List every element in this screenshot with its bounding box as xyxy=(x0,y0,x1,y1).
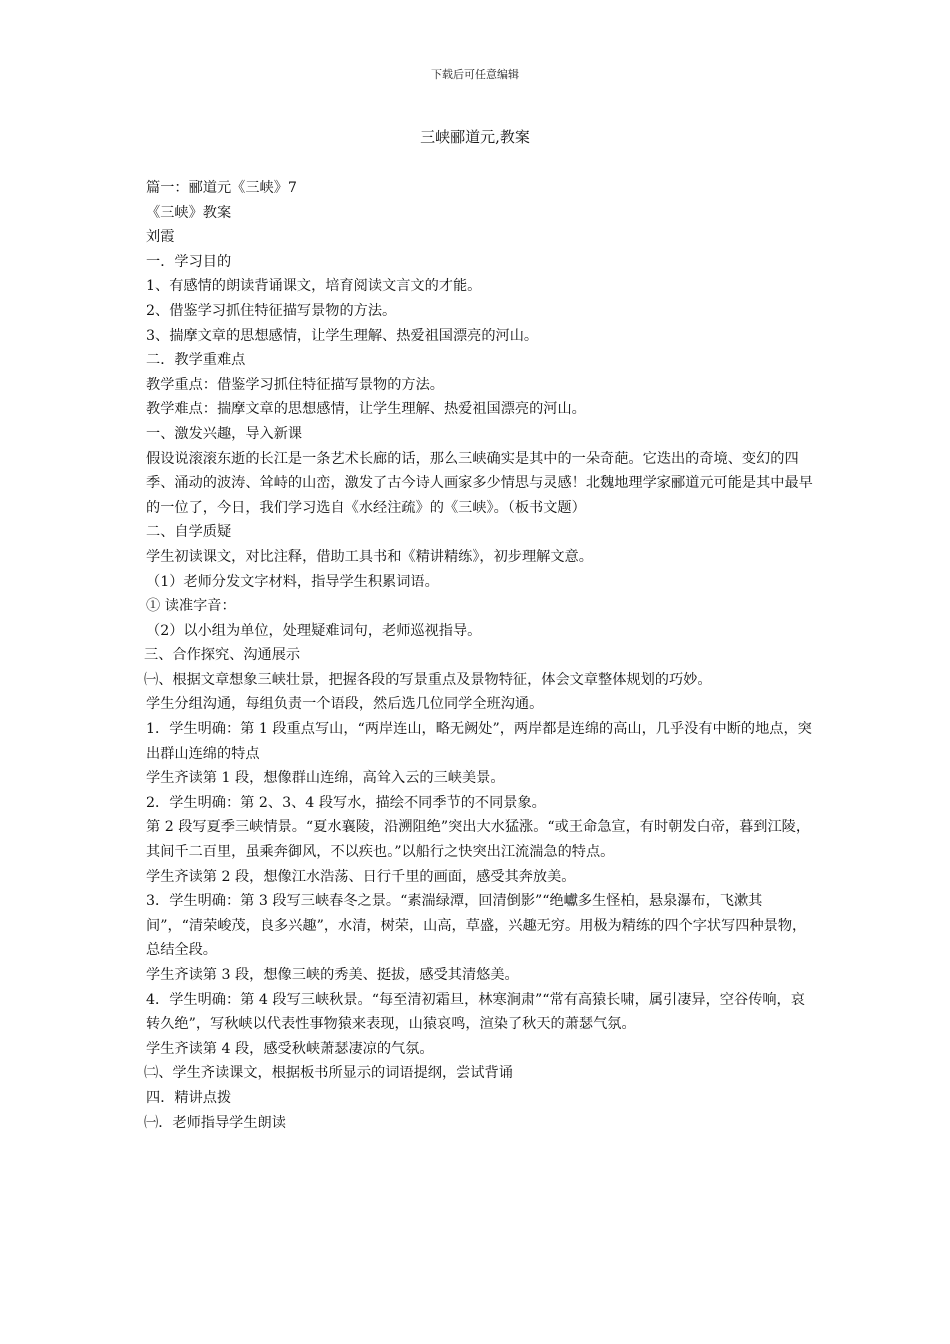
paragraph: 一．学习目的 xyxy=(146,253,232,270)
paragraph: 假设说滚滚东逝的长江是一条艺术长廊的话，那么三峡确实是其中的一朵奇葩。它迭出的奇境、变幻的四季、涌动的波涛、耸峙的山峦，激发了古今诗人画家多少情思与灵感！北魏地理学家郦道元可能是其中最早的一位了，今日，我们学习选自《水经注疏》的《三峡》。（板书文题） xyxy=(146,450,813,516)
paragraph: 二．教学重难点 xyxy=(146,352,246,369)
paragraph: 学生分组沟通，每组负责一个语段，然后选几位同学全班沟通。 xyxy=(146,696,544,713)
paragraph: 4．学生明确：第 4 段写三峡秋景。“每至清初霜旦，林寒涧肃”“常有高猿长啸，属引凄异，空谷传响，哀转久绝”，写秋峡以代表性事物猿来表现，山猿哀鸣，渲染了秋天的萧瑟气氛。 xyxy=(146,991,805,1033)
document-title: 三峡郦道元,教案 xyxy=(420,128,530,146)
paragraph: 学生齐读第 2 段，想像江水浩荡、日行千里的画面，感受其奔放美。 xyxy=(146,868,576,885)
paragraph: （2）以小组为单位，处理疑难词句，老师巡视指导。 xyxy=(146,622,482,639)
paragraph: 四．精讲点拨 xyxy=(146,1089,232,1106)
paragraph: 3．学生明确：第 3 段写三峡春冬之景。“素湍绿潭，回清倒影”“绝巘多生怪柏，悬泉瀑布，飞漱其间”，“清荣峻茂，良多兴趣”，水清，树荣，山高，草盛，兴趣无穷。用极为精练的四个字状写四种景物，总结全段。 xyxy=(146,893,807,959)
paragraph: 3、揣摩文章的思想感情，让学生理解、热爱祖国漂亮的河山。 xyxy=(146,327,539,344)
paragraph: 三、合作探究、沟通展示 xyxy=(144,647,301,664)
paragraph: 1．学生明确：第 1 段重点写山，“两岸连山，略无阙处”，两岸都是连绵的高山，几乎没有中断的地点，突出群山连绵的特点 xyxy=(146,721,812,762)
paragraph: 教学难点：揣摩文章的思想感情，让学生理解、热爱祖国漂亮的河山。 xyxy=(146,401,586,418)
paragraph: 教学重点：借鉴学习抓住特征描写景物的方法。 xyxy=(146,376,444,393)
paragraph: ㈡、学生齐读课文，根据板书所显示的词语提纲，尝试背诵 xyxy=(144,1065,513,1082)
paragraph: 第 2 段写夏季三峡情景。“夏水襄陵，沿溯阻绝”突出大水猛涨。“或王命急宣，有时朝发白帝，暮到江陵，其间千二百里，虽乘奔御风，不以疾也。”以船行之快突出江流湍急的特点。 xyxy=(146,819,811,861)
paragraph: 学生齐读第 3 段，想像三峡的秀美、挺拔，感受其清悠美。 xyxy=(146,967,519,983)
page-header-note: 下载后可任意编辑 xyxy=(431,68,519,81)
paragraph: 学生齐读第 1 段，想像群山连绵，高耸入云的三峡美景。 xyxy=(146,770,505,787)
paragraph: 学生初读课文，对比注释，借助工具书和《精讲精练》，初步理解文意。 xyxy=(146,548,593,565)
paragraph: 二、自学质疑 xyxy=(146,524,232,541)
paragraph: 篇一：郦道元《三峡》7 xyxy=(146,180,297,196)
paragraph: ㈠、根据文章想象三峡壮景，把握各段的写景重点及景物特征，体会文章整体规划的巧妙。 xyxy=(144,671,712,688)
paragraph: ㈠．老师指导学生朗读 xyxy=(144,1114,286,1131)
document-body xyxy=(146,176,816,1135)
paragraph: 《三峡》教案 xyxy=(146,204,232,221)
paragraph: 一、激发兴趣，导入新课 xyxy=(146,425,303,442)
paragraph: 学生齐读第 4 段，感受秋峡萧瑟凄凉的气氛。 xyxy=(146,1040,434,1057)
paragraph: 1、有感情的朗读背诵课文，培育阅读文言文的才能。 xyxy=(146,278,482,295)
paragraph: 刘霞 xyxy=(146,229,175,246)
paragraph: 2．学生明确：第 2、3、4 段写水，描绘不同季节的不同景象。 xyxy=(146,794,546,811)
paragraph: ① 读准字音： xyxy=(146,598,236,615)
paragraph: （1）老师分发文字材料，指导学生积累词语。 xyxy=(146,573,439,590)
paragraph: 2、借鉴学习抓住特征描写景物的方法。 xyxy=(146,302,397,319)
